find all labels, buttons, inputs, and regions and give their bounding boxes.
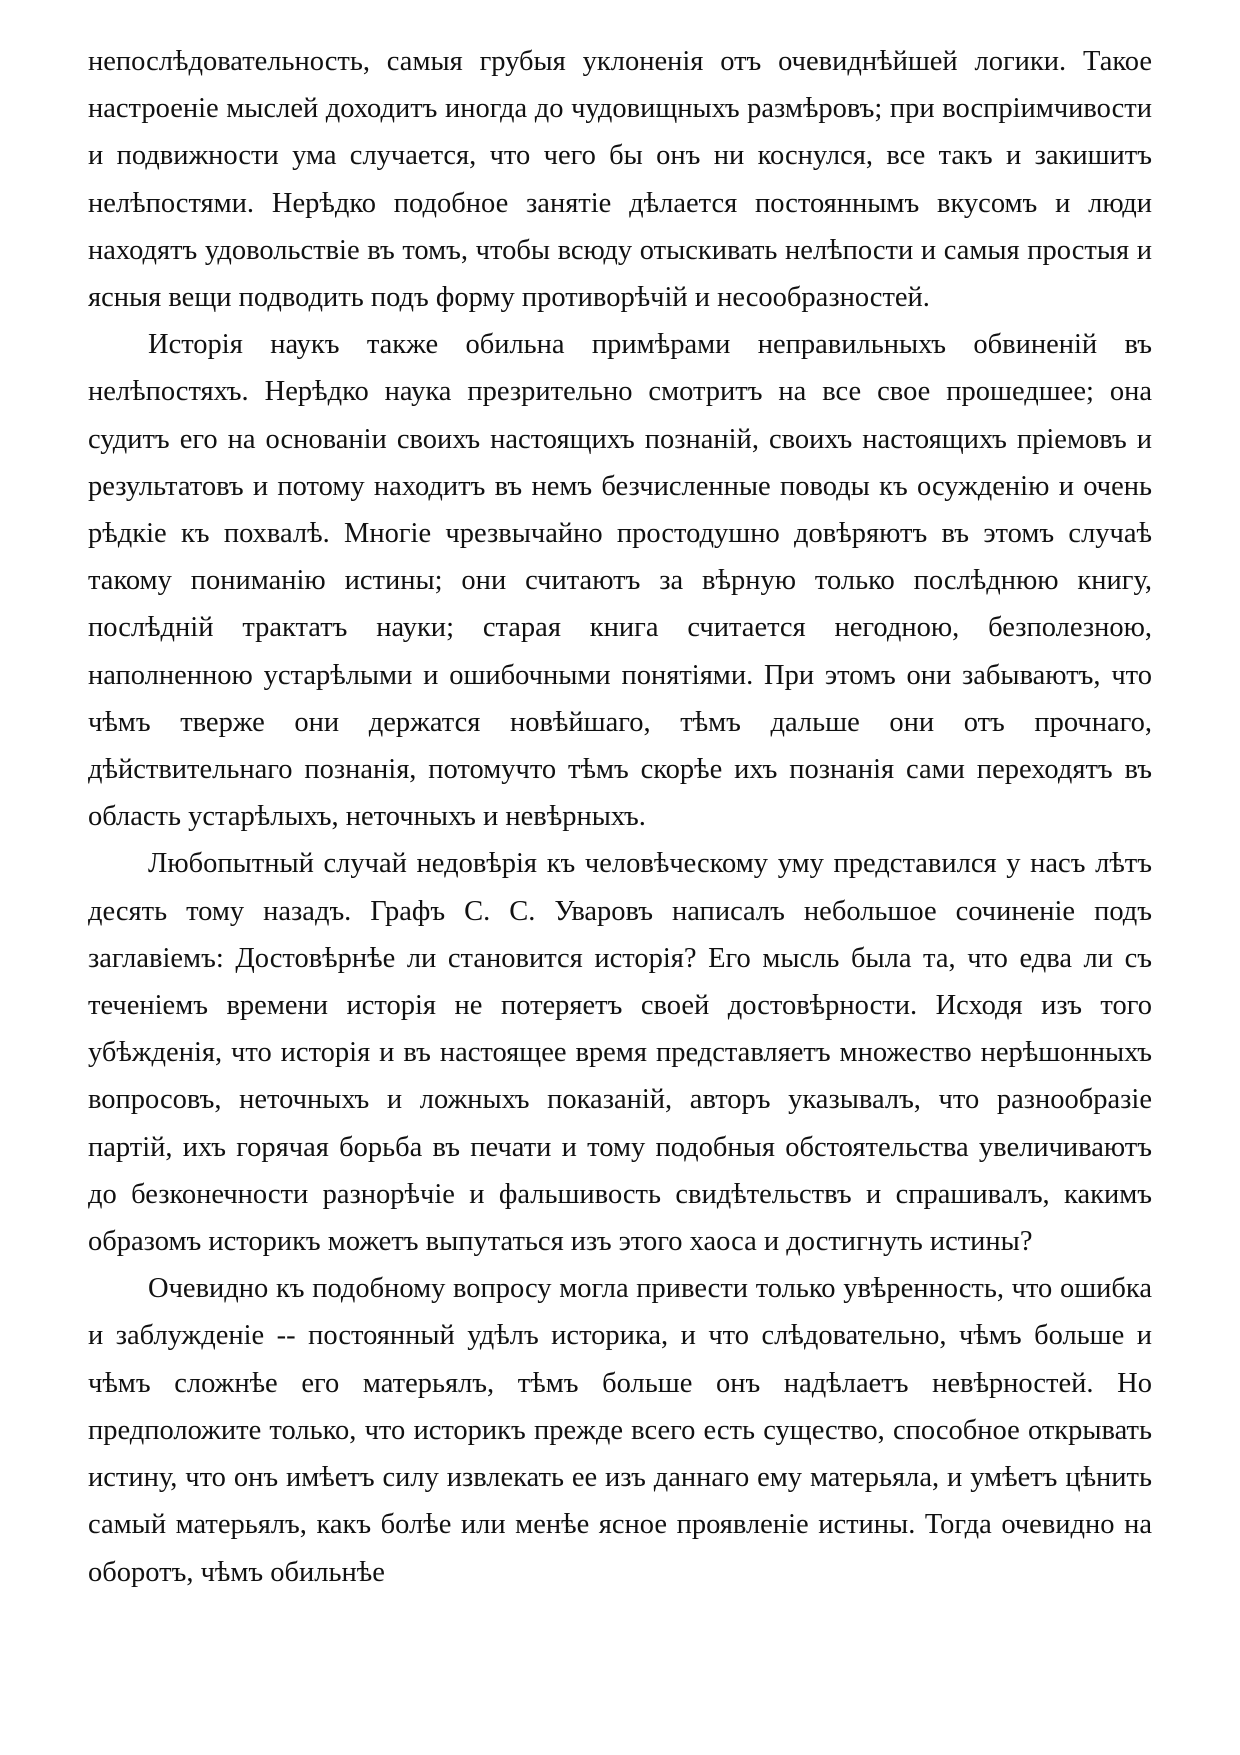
paragraph-1: непослѣдовательность, самыя грубыя уклоненія отъ очевиднѣйшей логики. Такое настроеніе мыслей доходитъ иногда до чудовищныхъ размѣровъ; при воспріимчивости и подвижности ума случается, что чего бы онъ ни коснулся, все такъ и закишитъ нелѣпостями. Нерѣдко подобное занятіе дѣлается постояннымъ вкусомъ и люди находятъ удовольствіе въ томъ, чтобы всюду отыскивать нелѣпости и самыя простыя и ясныя вещи подводить подъ форму противорѣчій и несообразностей. [88,46,1152,314]
paragraph-2: Исторія наукъ также обильна примѣрами неправильныхъ обвиненій въ нелѣпостяхъ. Нерѣдко наука презрительно смотритъ на все свое прошедшее; она судитъ его на основаніи своихъ настоящихъ познаній, своихъ настоящихъ пріемовъ и результатовъ и потому находитъ въ немъ безчисленные поводы къ осужденію и очень рѣдкіе къ похвалѣ. Многіе чрезвычайно простодушно довѣряютъ въ этомъ случаѣ такому пониманію истины; они считаютъ за вѣрную только послѣднюю книгу, послѣдній трактатъ науки; старая книга считается негодною, безполезною, наполненною устарѣлыми и ошибочными понятіями. При этомъ они забываютъ, что чѣмъ тверже они держатся новѣйшаго, тѣмъ дальше они отъ прочнаго, дѣйствительнаго познанія, потомучто тѣмъ скорѣе ихъ познанія сами переходятъ въ область устарѣлыхъ, неточныхъ и невѣрныхъ. [88,329,1152,833]
paragraph-4: Очевидно къ подобному вопросу могла привести только увѣренность, что ошибка и заблужденіе -- постоянный удѣлъ историка, и что слѣдовательно, чѣмъ больше и чѣмъ сложнѣе его матерьялъ, тѣмъ больше онъ надѣлаетъ невѣрностей. Но предположите только, что историкъ прежде всего есть существо, способное открывать истину, что онъ имѣетъ силу извлекать ее изъ даннаго ему матерьяла, и умѣетъ цѣнить самый матерьялъ, какъ болѣе или менѣе ясное проявленіе истины. Тогда очевидно на оборотъ, чѣмъ обильнѣе [88,1273,1152,1588]
document-page [88,38,1152,1596]
paragraph-3: Любопытный случай недовѣрія къ человѣческому уму представился у насъ лѣтъ десять тому назадъ. Графъ С. С. Уваровъ написалъ небольшое сочиненіе подъ заглавіемъ: Достовѣрнѣе ли становится исторія? Его мысль была та, что едва ли съ теченіемъ времени исторія не потеряетъ своей достовѣрности. Исходя изъ того убѣжденія, что исторія и въ настоящее время представляетъ множество нерѣшонныхъ вопросовъ, неточныхъ и ложныхъ показаній, авторъ указывалъ, что разнообразіе партій, ихъ горячая борьба въ печати и тому подобныя обстоятельства увеличиваютъ до безконечности разнорѣчіе и фальшивость свидѣтельствъ и спрашивалъ, какимъ образомъ историкъ можетъ выпутаться изъ этого хаоса и достигнуть истины? [88,848,1152,1258]
